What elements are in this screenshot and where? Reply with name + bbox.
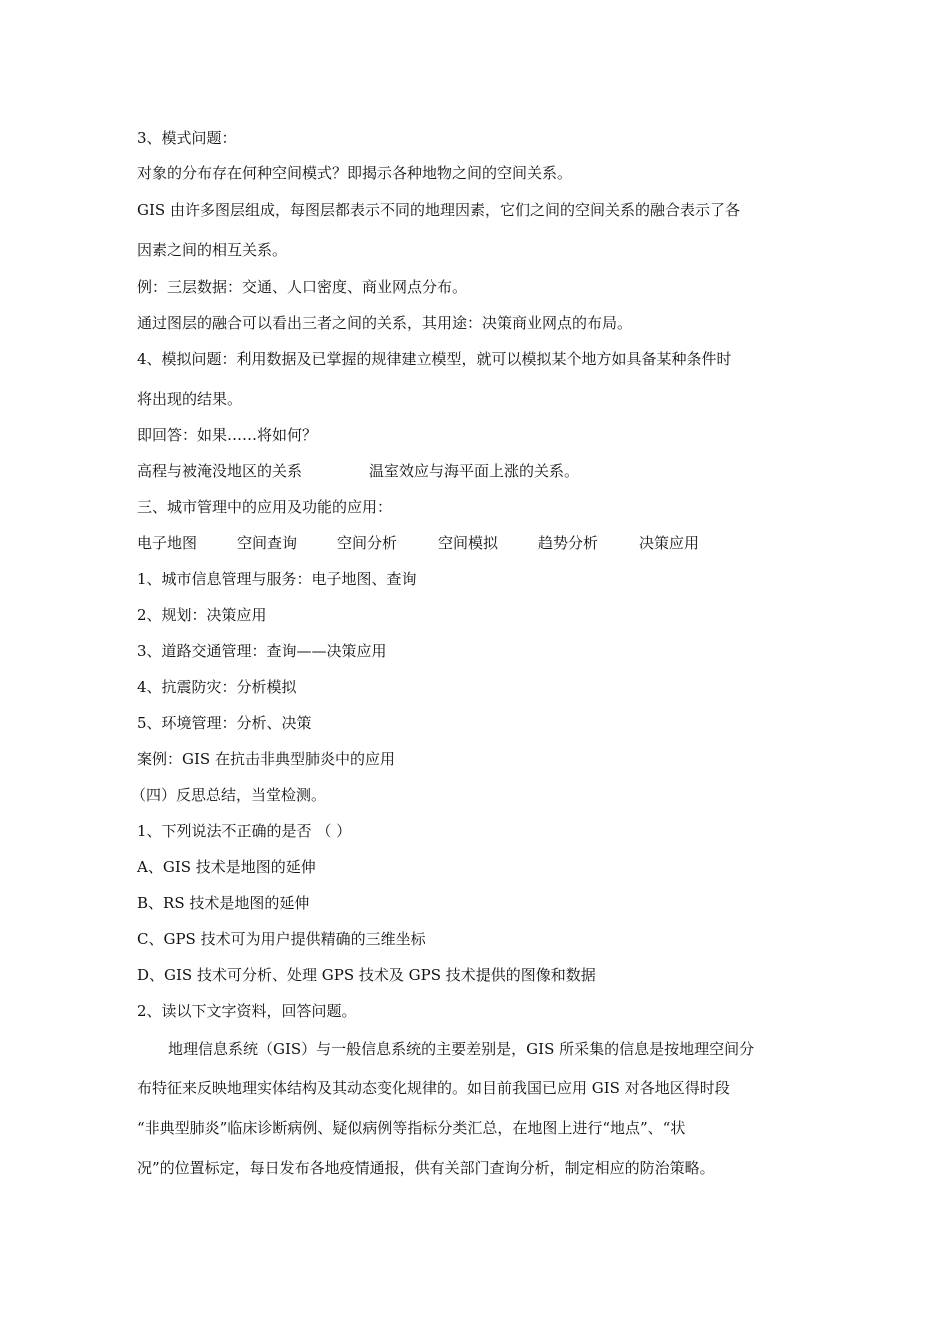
text-line: 即回答：如果……将如何？ (137, 426, 318, 444)
text-line: 通过图层的融合可以看出三者之间的关系，其用途：决策商业网点的布局。 (137, 314, 633, 332)
relation-item: 温室效应与海平面上涨的关系。 (369, 462, 580, 480)
case-line: 案例：GIS 在抗击非典型肺炎中的应用 (137, 750, 395, 768)
text-line: 将出现的结果。 (137, 390, 243, 408)
question-option: C、GPS 技术可为用户提供精确的三维坐标 (137, 930, 426, 948)
question-option: D、GIS 技术可分析、处理 GPS 技术及 GPS 技术提供的图像和数据 (137, 966, 596, 984)
question-stem: 1、下列说法不正确的是否 （ ） (137, 822, 352, 840)
application-item: 4、抗震防灾：分析模拟 (137, 678, 297, 696)
paragraph-line: 布特征来反映地理实体结构及其动态变化规律的。如目前我国已应用 GIS 对各地区得时段 (137, 1079, 730, 1097)
section-heading: （四）反思总结，当堂检测。 (131, 786, 327, 804)
heading-pattern-question: 3、模式问题： (137, 129, 237, 147)
text-line: 例：三层数据：交通、人口密度、商业网点分布。 (137, 278, 468, 296)
text-line: 因素之间的相互关系。 (137, 241, 288, 259)
text-line: GIS 由许多图层组成，每图层都表示不同的地理因素，它们之间的空间关系的融合表示了各 (137, 201, 740, 219)
section-heading: 三、城市管理中的应用及功能的应用： (137, 498, 393, 516)
function-item: 电子地图 (137, 534, 198, 552)
function-item: 空间查询 (237, 534, 298, 552)
application-item: 2、规划：决策应用 (137, 606, 267, 624)
question-stem: 2、读以下文字资料，回答问题。 (137, 1002, 357, 1020)
application-item: 5、环境管理：分析、决策 (137, 714, 312, 732)
paragraph-line: 况”的位置标定，每日发布各地疫情通报，供有关部门查询分析，制定相应的防治策略。 (137, 1159, 715, 1177)
function-item: 空间模拟 (438, 534, 499, 552)
application-item: 1、城市信息管理与服务：电子地图、查询 (137, 570, 417, 588)
heading-simulation-question: 4、模拟问题：利用数据及已掌握的规律建立模型，就可以模拟某个地方如具备某种条件时 (137, 350, 732, 368)
paragraph-line: 地理信息系统（GIS）与一般信息系统的主要差别是，GIS 所采集的信息是按地理空间分 (168, 1040, 755, 1058)
function-item: 趋势分析 (538, 534, 599, 552)
question-option: B、RS 技术是地图的延伸 (137, 894, 310, 912)
paragraph-line: “非典型肺炎”临床诊断病例、疑似病例等指标分类汇总，在地图上进行“地点”、“状 (137, 1119, 686, 1137)
text-line: 对象的分布存在何种空间模式？即揭示各种地物之间的空间关系。 (137, 164, 573, 182)
function-item: 决策应用 (639, 534, 700, 552)
function-item: 空间分析 (337, 534, 398, 552)
relation-item: 高程与被淹没地区的关系 (137, 462, 303, 480)
application-item: 3、道路交通管理：查询——决策应用 (137, 642, 387, 660)
question-option: A、GIS 技术是地图的延伸 (137, 858, 316, 876)
